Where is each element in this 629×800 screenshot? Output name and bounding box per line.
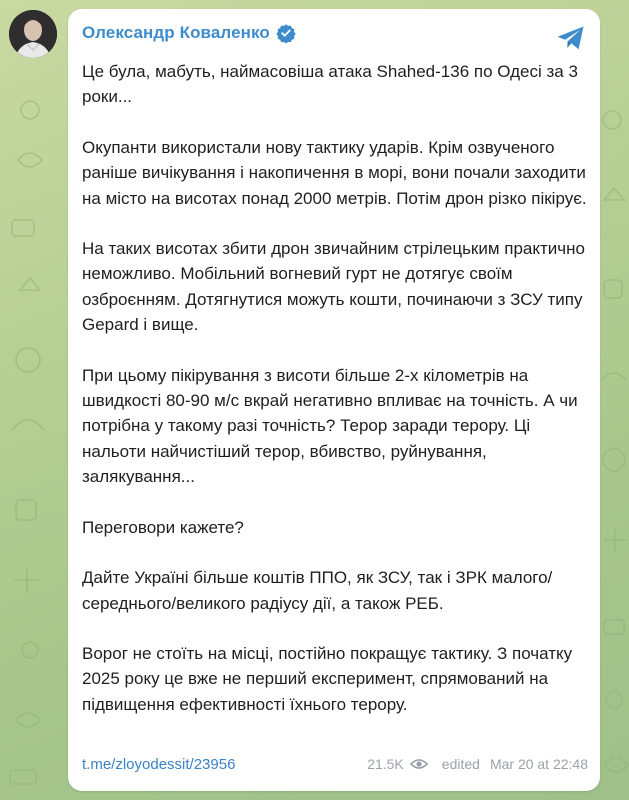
- telegram-share-icon[interactable]: [556, 25, 586, 51]
- message-paragraph: Ворог не стоїть на місці, постійно покращує тактику. З початку 2025 року це вже не перший експеримент, спрямований на підвищення ефективності їхнього терору.: [82, 643, 573, 714]
- message-paragraph: Переговори кажете?: [82, 517, 244, 537]
- message-header: [82, 23, 296, 43]
- message-paragraph: Це була, мабуть, наймасовіша атака Shahed-136 по Одесі за 3 роки...: [82, 62, 578, 107]
- message-link[interactable]: t.me/zloyodessit/23956: [82, 755, 236, 773]
- message-meta: [367, 756, 588, 772]
- message-paragraph: На таких висотах збити дрон звичайним стрілецьким практично неможливо. Мобільний вогневий гурт не дотягує своїм озброєнням. Дотягнутися можуть кошти, починаючи з ЗСУ типу Gepard і вище.: [82, 239, 585, 335]
- message-paragraph: При цьому пікірування з висоти більше 2-х кілометрів на швидкості 80-90 м/с вкрай негативно впливає на точність. А чи потрібна у такому разі точність? Терор заради терору. Ці нальоти найчистіший терор, вбивство, руйнування, залякування...: [82, 365, 578, 487]
- message-paragraph: Окупанти використали нову тактику ударів. Крім озвученого раніше вичікування і накопичення в морі, вони почали заходити на місто на висотах понад 2000 метрів. Потім дрон різко пікірує.: [82, 137, 587, 208]
- channel-avatar[interactable]: [9, 10, 57, 58]
- view-count: 21.5K: [367, 756, 404, 772]
- edited-label: edited: [441, 756, 480, 772]
- verified-badge-icon: [276, 23, 296, 43]
- channel-name[interactable]: Олександр Коваленко: [82, 23, 270, 42]
- eye-icon: [410, 757, 428, 771]
- message-text: [82, 59, 592, 742]
- avatar-photo: [9, 10, 57, 58]
- message-timestamp: Mar 20 at 22:48: [489, 756, 588, 772]
- message-bubble: [68, 9, 600, 791]
- message-paragraph: Дайте Україні більше коштів ППО, як ЗСУ, так і ЗРК малого/середнього/великого радіусу дії, а також РЕБ.: [82, 568, 553, 613]
- message-footer: [82, 753, 588, 775]
